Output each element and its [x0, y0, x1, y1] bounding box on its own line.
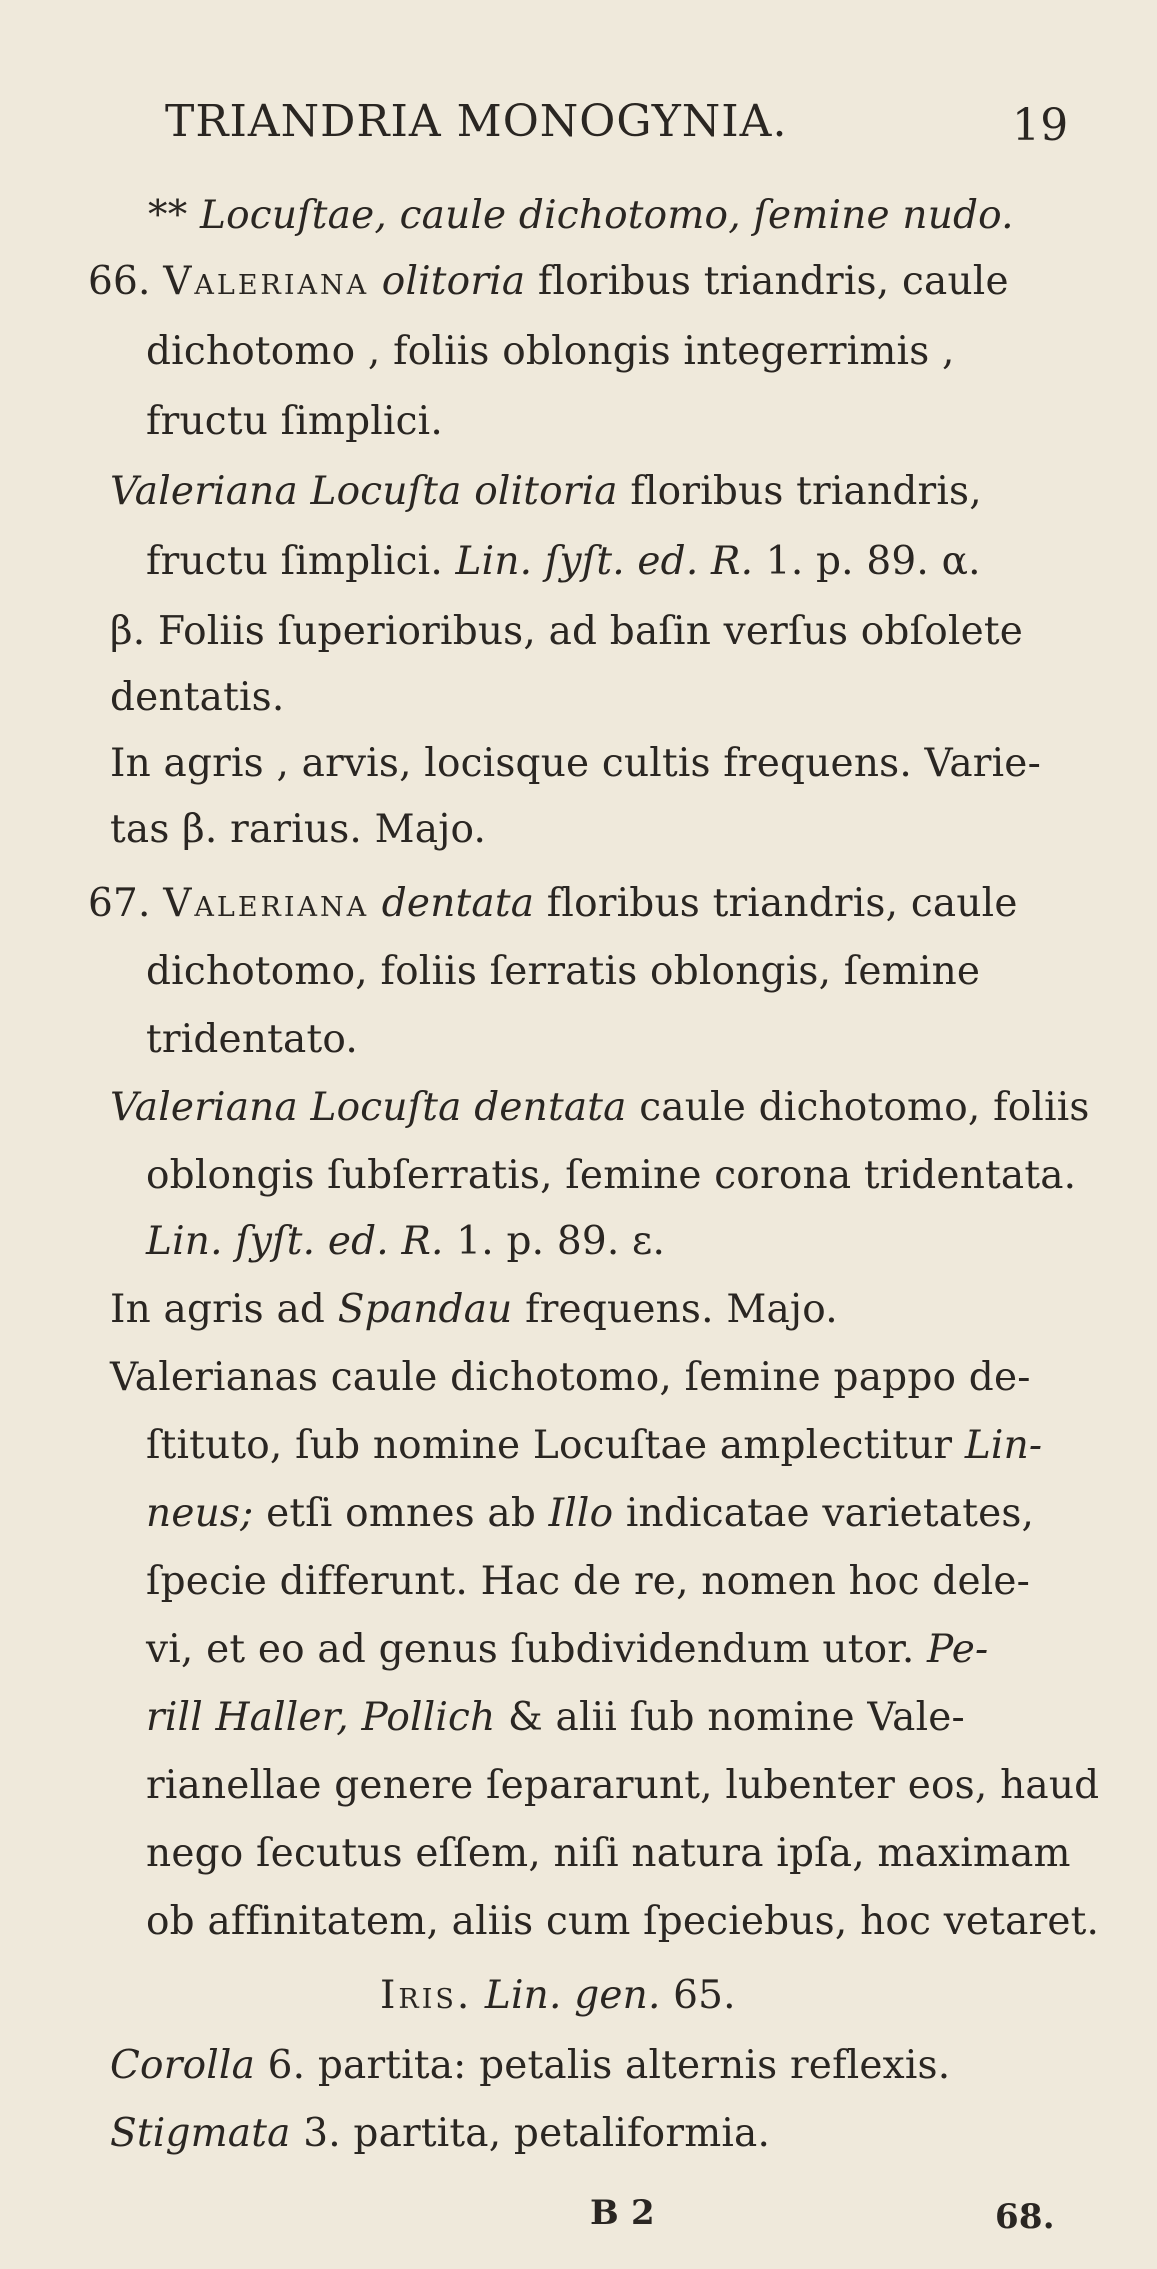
text-line: ſpecie differunt. Hac de re, nomen hoc dele-	[146, 1559, 1031, 1604]
subsection-title: Locuſtae, caule dichotomo, ſemine nudo.	[200, 193, 1014, 238]
genus-name: Valeriana	[163, 881, 370, 926]
genus-name: Iris.	[380, 1973, 473, 2018]
text-line: Valeriana Locuſta dentata caule dichotomo, foliis	[110, 1085, 1090, 1130]
text-line: rill Haller, Pollich & alii ſub nomine Vale-	[146, 1695, 965, 1740]
catchword: 68.	[995, 2197, 1055, 2237]
text-line: Stigmata 3. partita, petaliformia.	[110, 2111, 771, 2156]
author-names: rill Haller, Pollich	[146, 1695, 496, 1740]
text-line: fructu ſimplici. Lin. ſyſt. ed. R. 1. p. 89. α.	[146, 539, 981, 584]
text-line: In agris , arvis, locisque cultis frequens. Varie-	[110, 741, 1041, 786]
species-number: 66.	[88, 259, 151, 304]
text-line: 67. Valeriana dentata floribus triandris, caule	[88, 881, 1018, 926]
text-line: vi, et eo ad genus ſubdividendum utor. Pe-	[146, 1627, 989, 1672]
text-line: tas β. rarius. Majo.	[110, 807, 487, 852]
citation: Lin. ſyſt. ed. R.	[146, 1219, 444, 1264]
genus-name: Valeriana	[163, 259, 370, 304]
subsection-heading: ** Locuſtae, caule dichotomo, ſemine nudo.	[148, 193, 1014, 238]
text-line: dentatis.	[110, 675, 285, 720]
text-line: In agris ad Spandau frequens. Majo.	[110, 1287, 838, 1332]
text-line: fructu ſimplici.	[146, 399, 443, 444]
text-line: Valeriana Locuſta olitoria floribus triandris,	[110, 469, 982, 514]
text-line: rianellae genere ſepararunt, lubenter eos, haud	[146, 1763, 1100, 1808]
species-name: dentata	[381, 881, 535, 926]
signature-mark: B 2	[590, 2193, 655, 2233]
text-line: ſtituto, ſub nomine Locuſtae amplectitur Lin-	[146, 1423, 1043, 1468]
text-line: ob affinitatem, aliis cum ſpeciebus, hoc vetaret.	[146, 1899, 1100, 1944]
header-title: TRIANDRIA MONOGYNIA.	[165, 96, 788, 147]
text-line: 66. Valeriana olitoria floribus triandris, caule	[88, 259, 1009, 304]
text-line: oblongis ſubſerratis, ſemine corona tridentata.	[146, 1153, 1077, 1198]
citation: Lin. ſyſt. ed. R.	[455, 539, 754, 584]
genus-heading: Iris. Lin. gen. 65.	[380, 1973, 736, 2018]
running-header	[165, 96, 788, 147]
text-line: Corolla 6. partita: petalis alternis reflexis.	[110, 2043, 951, 2088]
text-line: tridentato.	[146, 1017, 358, 1062]
place-name: Spandau	[337, 1287, 513, 1332]
species-name: olitoria	[381, 259, 526, 304]
text-line: dichotomo , foliis oblongis integerrimis ,	[146, 329, 955, 374]
species-number: 67.	[88, 881, 151, 926]
text-line: Valerianas caule dichotomo, ſemine pappo de-	[110, 1355, 1031, 1400]
page-number: 19	[1012, 100, 1069, 151]
text-line: nego ſecutus eſſem, niſi natura ipſa, maximam	[146, 1831, 1071, 1876]
text-line: neus; etſi omnes ab Illo indicatae varietates,	[146, 1491, 1035, 1536]
text-line: β. Foliis ſuperioribus, ad baſin verſus obſolete	[110, 609, 1024, 654]
text-line: dichotomo, foliis ſerratis oblongis, ſemine	[146, 949, 981, 994]
text-line: Lin. ſyſt. ed. R. 1. p. 89. ε.	[146, 1219, 666, 1264]
